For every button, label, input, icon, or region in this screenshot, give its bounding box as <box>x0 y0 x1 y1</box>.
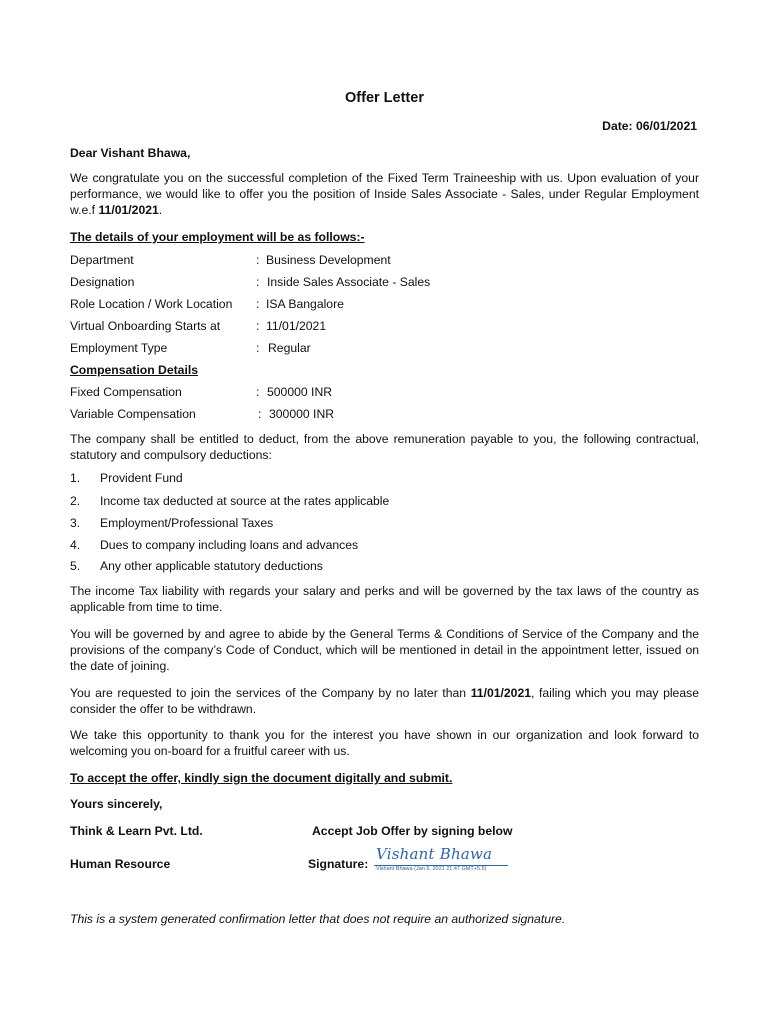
intro-paragraph <box>70 170 699 218</box>
company-name: Think & Learn Pvt. Ltd. <box>70 824 203 838</box>
deduction-number: 2. <box>70 494 81 508</box>
deduction-number: 5. <box>70 559 81 573</box>
compensation-colon: : <box>256 385 260 399</box>
page-title: Offer Letter <box>345 90 424 106</box>
deduction-text: Any other applicable statutory deductions <box>100 559 323 573</box>
compensation-value: 500000 INR <box>267 385 333 399</box>
deduction-text: Income tax deducted at source at the rates applicable <box>100 494 390 508</box>
deduction-number: 3. <box>70 516 81 530</box>
tax-paragraph: The income Tax liability with regards your salary and perks and will be governed by the tax laws of the country as applicable from time to time. <box>70 584 699 614</box>
compensation-row-variable <box>70 406 699 422</box>
deduction-number: 1. <box>70 471 81 485</box>
detail-label: Department <box>70 253 134 267</box>
join-text: You are requested to join the services of the Company by no later than <box>70 686 471 700</box>
detail-colon: : <box>256 253 260 267</box>
detail-value: ISA Bangalore <box>266 297 344 311</box>
detail-label: Employment Type <box>70 341 168 355</box>
detail-value: 11/01/2021 <box>266 319 327 333</box>
detail-value: Inside Sales Associate - Sales <box>267 275 431 289</box>
intro-text: We congratulate you on the successful completion of the Fixed Term Traineeship with us. Upon evaluation of your performance, we would like to offer you the position of Inside Sales Associate - Sales, under Regular Employment w.e.f <box>70 171 699 217</box>
thanks-paragraph: We take this opportunity to thank you for the interest you have shown in our organization and look forward to welcoming you on-board for a fruitful career with us. <box>70 728 699 758</box>
accept-offer-text: Accept Job Offer by signing below <box>312 824 513 838</box>
terms-paragraph: You will be governed by and agree to abide by the General Terms & Conditions of Service of the Company and the provisions of the company’s Code of Conduct, which will be mentioned in detail in the appointment letter, issued on the date of joining. <box>70 627 699 673</box>
intro-date: 11/01/2021 <box>98 203 159 217</box>
join-paragraph <box>70 685 699 717</box>
compensation-value: 300000 INR <box>269 407 335 421</box>
details-heading-suffix: :- <box>356 230 365 244</box>
detail-value: Regular <box>268 341 311 355</box>
salutation: Dear Vishant Bhawa, <box>70 146 191 160</box>
deductions-intro: The company shall be entitled to deduct, from the above remuneration payable to you, the following contractual, statutory and compulsory deductions: <box>70 432 699 462</box>
letter-date: Date: 06/01/2021 <box>602 119 697 133</box>
signature-name: Vishant Bhawa <box>376 845 493 863</box>
compensation-heading: Compensation Details <box>70 363 198 377</box>
compensation-row-fixed <box>70 384 699 400</box>
detail-colon: : <box>256 319 260 333</box>
signature-field[interactable] <box>374 846 508 876</box>
human-resource-label: Human Resource <box>70 857 171 871</box>
deduction-number: 4. <box>70 538 81 552</box>
detail-colon: : <box>256 275 260 289</box>
compensation-label: Fixed Compensation <box>70 385 182 399</box>
detail-row-department <box>70 252 699 268</box>
signature-stamp: Vishant Bhawa (Jan 6, 2021 21:47 GMT+5.5) <box>376 866 487 872</box>
intro-end: . <box>158 203 163 217</box>
detail-label: Designation <box>70 275 135 289</box>
detail-row-location <box>70 296 699 312</box>
detail-colon: : <box>256 341 260 355</box>
join-text-end: , failing which you may please consider the offer to be withdrawn. <box>70 686 699 716</box>
deduction-text: Dues to company including loans and advances <box>100 538 359 552</box>
detail-row-employment-type <box>70 340 699 356</box>
detail-row-designation <box>70 274 699 290</box>
join-date: 11/01/2021 <box>470 686 532 700</box>
deduction-text: Employment/Professional Taxes <box>100 516 274 530</box>
detail-row-onboarding <box>70 318 699 334</box>
detail-label: Virtual Onboarding Starts at <box>70 319 221 333</box>
accept-heading: To accept the offer, kindly sign the document digitally and submit. <box>70 771 453 785</box>
footer-note: This is a system generated confirmation letter that does not require an authorized signature. <box>70 912 566 926</box>
detail-colon: : <box>256 297 260 311</box>
detail-label: Role Location / Work Location <box>70 297 233 311</box>
closing: Yours sincerely, <box>70 797 163 811</box>
detail-value: Business Development <box>266 253 391 267</box>
signature-label: Signature: <box>308 857 369 871</box>
offer-letter-page <box>70 0 699 1024</box>
compensation-colon: : <box>258 407 262 421</box>
details-heading-text: The details of your employment will be as follows <box>70 230 357 244</box>
details-heading <box>70 229 365 245</box>
compensation-label: Variable Compensation <box>70 407 196 421</box>
deduction-text: Provident Fund <box>100 471 183 485</box>
